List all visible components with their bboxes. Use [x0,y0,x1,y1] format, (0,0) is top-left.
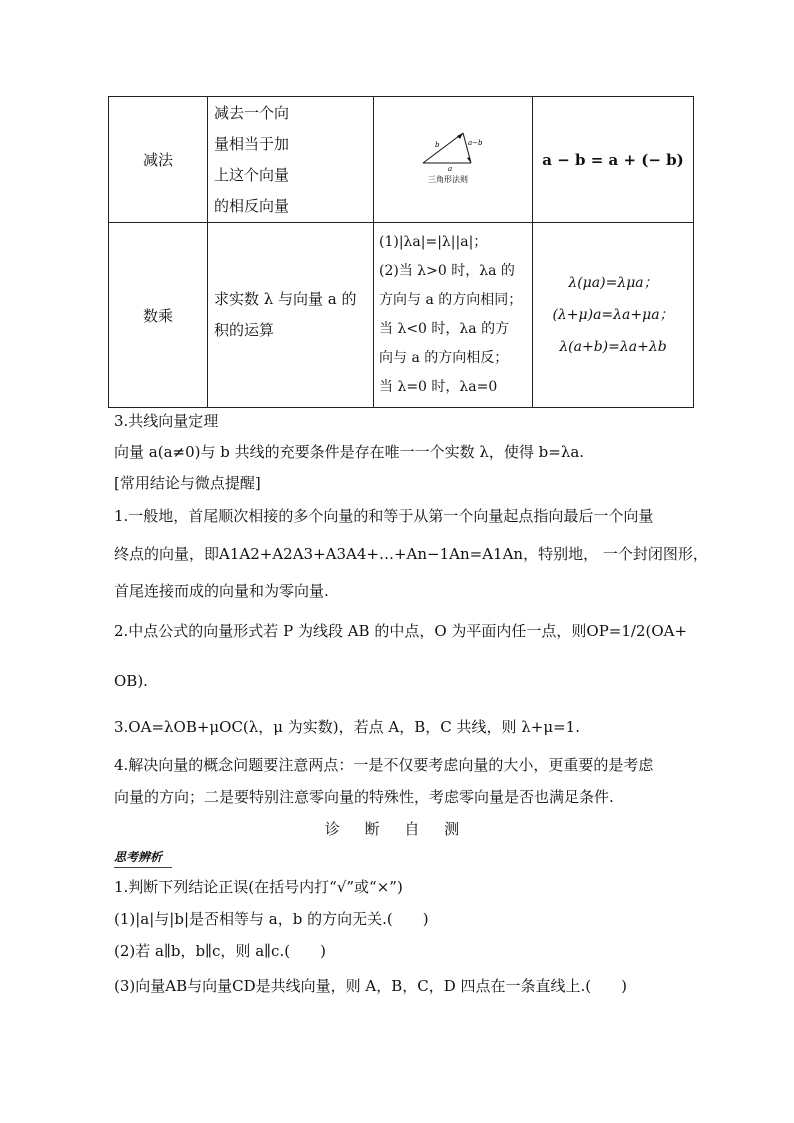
question-1-1: (1)|a|与|b|是否相等与 a，b 的方向无关.( ) [114,910,429,928]
section-heading: 3.共线向量定理 [114,412,219,430]
svg-text:a: a [448,164,453,173]
thinking-analysis-label: 思考辨析 [114,850,163,864]
svg-text:b: b [435,140,440,149]
tip-1-line-2: 终点的向量，即A1A2+A2A3+A3A4+…+An−1An=A1An，特别地， 一个封闭图形， [114,545,708,563]
tip-1-line-3: 首尾连接而成的向量和为零向量. [114,582,329,600]
tip-4-line-1: 4.解决向量的概念问题要注意两点：一是不仅要考虑向量的大小，更重要的是考虑 [114,756,654,774]
diagnosis-title: 诊 断 自 测 [324,820,470,838]
tips-heading: [常用结论与微点提醒] [114,474,261,492]
tip-4-line-2: 向量的方向；二是要特别注意零向量的特殊性，考虑零向量是否也满足条件. [114,788,614,806]
subtraction-rule: 减去一个向 量相当于加 上这个向量 的相反向量 [208,97,374,223]
subtraction-diagram-cell [374,97,533,223]
operation-name-scalar: 数乘 [109,223,208,408]
tip-2-line-1: 2.中点公式的向量形式若 P 为线段 AB 的中点，O 为平面内任一点，则OP=1/2(OA+ [114,622,688,640]
question-1-2: (2)若 a∥b，b∥c，则 a∥c.( ) [114,942,326,960]
svg-text:三角形法则: 三角形法则 [428,174,468,184]
question-1: 1.判断下列结论正误(在括号内打“√”或“×”) [114,878,403,896]
table-row [109,97,694,223]
question-1-3: (3)向量AB与向量CD是共线向量，则 A，B，C，D 四点在一条直线上.( ) [114,977,627,995]
collinear-theorem: 向量 a(a≠0)与 b 共线的充要条件是存在唯一一个实数 λ，使得 b=λa. [114,443,585,461]
svg-text:a−b: a−b [468,138,483,147]
tip-3: 3.OA=λOB+μOC(λ，μ 为实数)，若点 A，B，C 共线，则 λ+μ=1. [114,718,580,736]
vector-operations-table [108,96,694,408]
scalar-rule: 求实数 λ 与向量 a 的 积的运算 [208,223,374,408]
scalar-laws: λ(μa)=λμa； (λ+μ)a=λa+μa； λ(a+b)=λa+λb [533,223,694,408]
operation-name-subtraction: 减法 [109,97,208,223]
tip-2-line-2: OB). [114,672,148,690]
scalar-properties: (1)|λa|=|λ||a|； (2)当 λ>0 时，λa 的 方向与 a 的方向相同； 当 λ<0 时，λa 的方 向与 a 的方向相反； 当 λ=0 时，λa=0 [374,223,533,408]
tip-1-line-1: 1.一般地，首尾顺次相接的多个向量的和等于从第一个向量起点指向最后一个向量 [114,507,654,525]
table-row [109,223,694,408]
subtraction-formula: a − b = a + (− b) [533,97,694,223]
triangle-rule-diagram [413,128,493,188]
